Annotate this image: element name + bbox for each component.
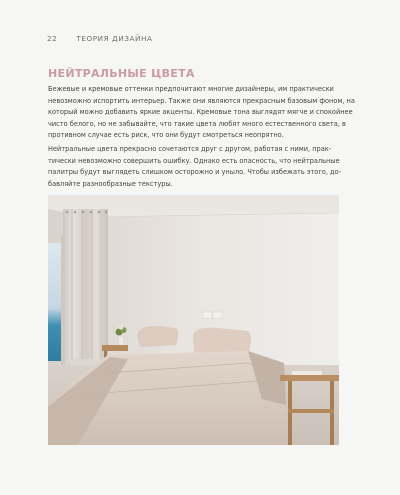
wall-outlet [203, 312, 212, 318]
page-header [47, 34, 153, 43]
paragraph-1: Бежевые и кремовые оттенки предпочитают многие дизайнеры, им практически невозможно испортить интерьер. Также они являются прекрасным базовым фоном, на который можно добавить яркие акценты. Кремовые тона выглядят мягче и спокойнее чисто белого, но не забывайте, что такие цвета любят много естественного света, в противном случае есть риск, что они будут смотреться неопрятно. [48, 85, 355, 140]
section-title: НЕЙТРАЛЬНЫЕ ЦВЕТА [48, 67, 195, 80]
page-number: 22 [47, 34, 58, 43]
curtains [63, 209, 108, 359]
running-title: ТЕОРИЯ ДИЗАЙНА [76, 34, 153, 43]
bedroom-photo [48, 195, 339, 445]
paragraph-2: Нейтральные цвета прекрасно сочетаются друг с другом, работая с ними, практически невозможно совершить ошибку. Однако есть опасность, что нейтральные палитры будут выглядеть слишком осторожно и уныло. Чтобы избежать этого, добавляйте разнообразные текстуры. [48, 145, 341, 188]
window [48, 243, 63, 361]
